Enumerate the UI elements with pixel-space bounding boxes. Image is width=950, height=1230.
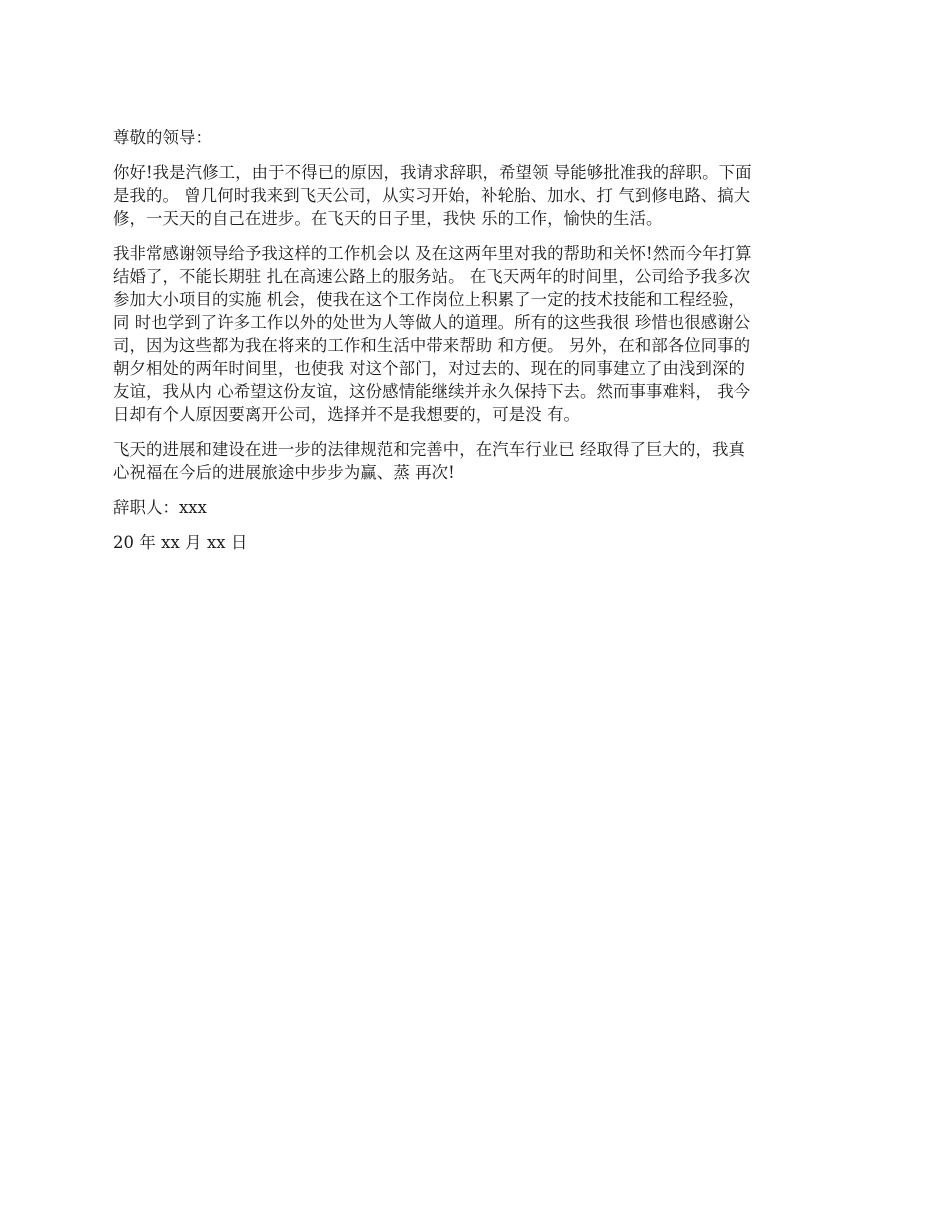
paragraph-line: 是我的。 曾几何时我来到飞天公司，从实习开始，补轮胎、加水、打 气到修电路、搞大 xyxy=(113,186,751,205)
paragraph-line: 友谊，我从内 心希望这份友谊，这份感情能继续并永久保持下去。然而事事难料， 我今 xyxy=(113,382,751,401)
letter-paragraph-2 xyxy=(113,242,833,426)
paragraph-line: 司，因为这些都为我在将来的工作和生活中带来帮助 和方便。 另外，在和部各位同事的 xyxy=(113,336,751,355)
paragraph-line: 心祝福在今后的进展旅途中步步为赢、蒸 再次! xyxy=(113,463,455,482)
paragraph-line: 参加大小项目的实施 机会，使我在这个工作岗位上积累了一定的技术技能和工程经验， xyxy=(113,290,745,309)
letter-greeting: 尊敬的领导： xyxy=(113,128,212,147)
paragraph-line: 你好!我是汽修工，由于不得已的原因，我请求辞职，希望领 导能够批准我的辞职。下面 xyxy=(113,163,752,182)
letter-paragraph-1 xyxy=(113,161,833,230)
paragraph-line: 日却有个人原因要离开公司，选择并不是我想要的，可是没 有。 xyxy=(113,405,581,424)
paragraph-line: 结婚了，不能长期驻 扎在高速公路上的服务站。 在飞天两年的时间里，公司给予我多次 xyxy=(113,267,751,286)
paragraph-line: 同 时也学到了许多工作以外的处世为人等做人的道理。所有的这些我很 珍惜也很感谢公 xyxy=(113,313,751,332)
resignation-letter xyxy=(113,126,833,554)
paragraph-line: 我非常感谢领导给予我这样的工作机会以 及在这两年里对我的帮助和关怀!然而今年打算 xyxy=(113,244,752,263)
signature-line: 辞职人：xxx xyxy=(113,498,207,517)
paragraph-line: 朝夕相处的两年时间里，也使我 对这个部门，对过去的、现在的同事建立了由浅到深的 xyxy=(113,359,745,378)
letter-paragraph-3 xyxy=(113,438,833,484)
paragraph-line: 修，一天天的自己在进步。在飞天的日子里，我快 乐的工作，愉快的生活。 xyxy=(113,209,663,228)
date-line: 20 年 xx 月 xx 日 xyxy=(113,533,248,552)
paragraph-line: 飞天的进展和建设在进一步的法律规范和完善中，在汽车行业已 经取得了巨大的，我真 xyxy=(113,440,745,459)
